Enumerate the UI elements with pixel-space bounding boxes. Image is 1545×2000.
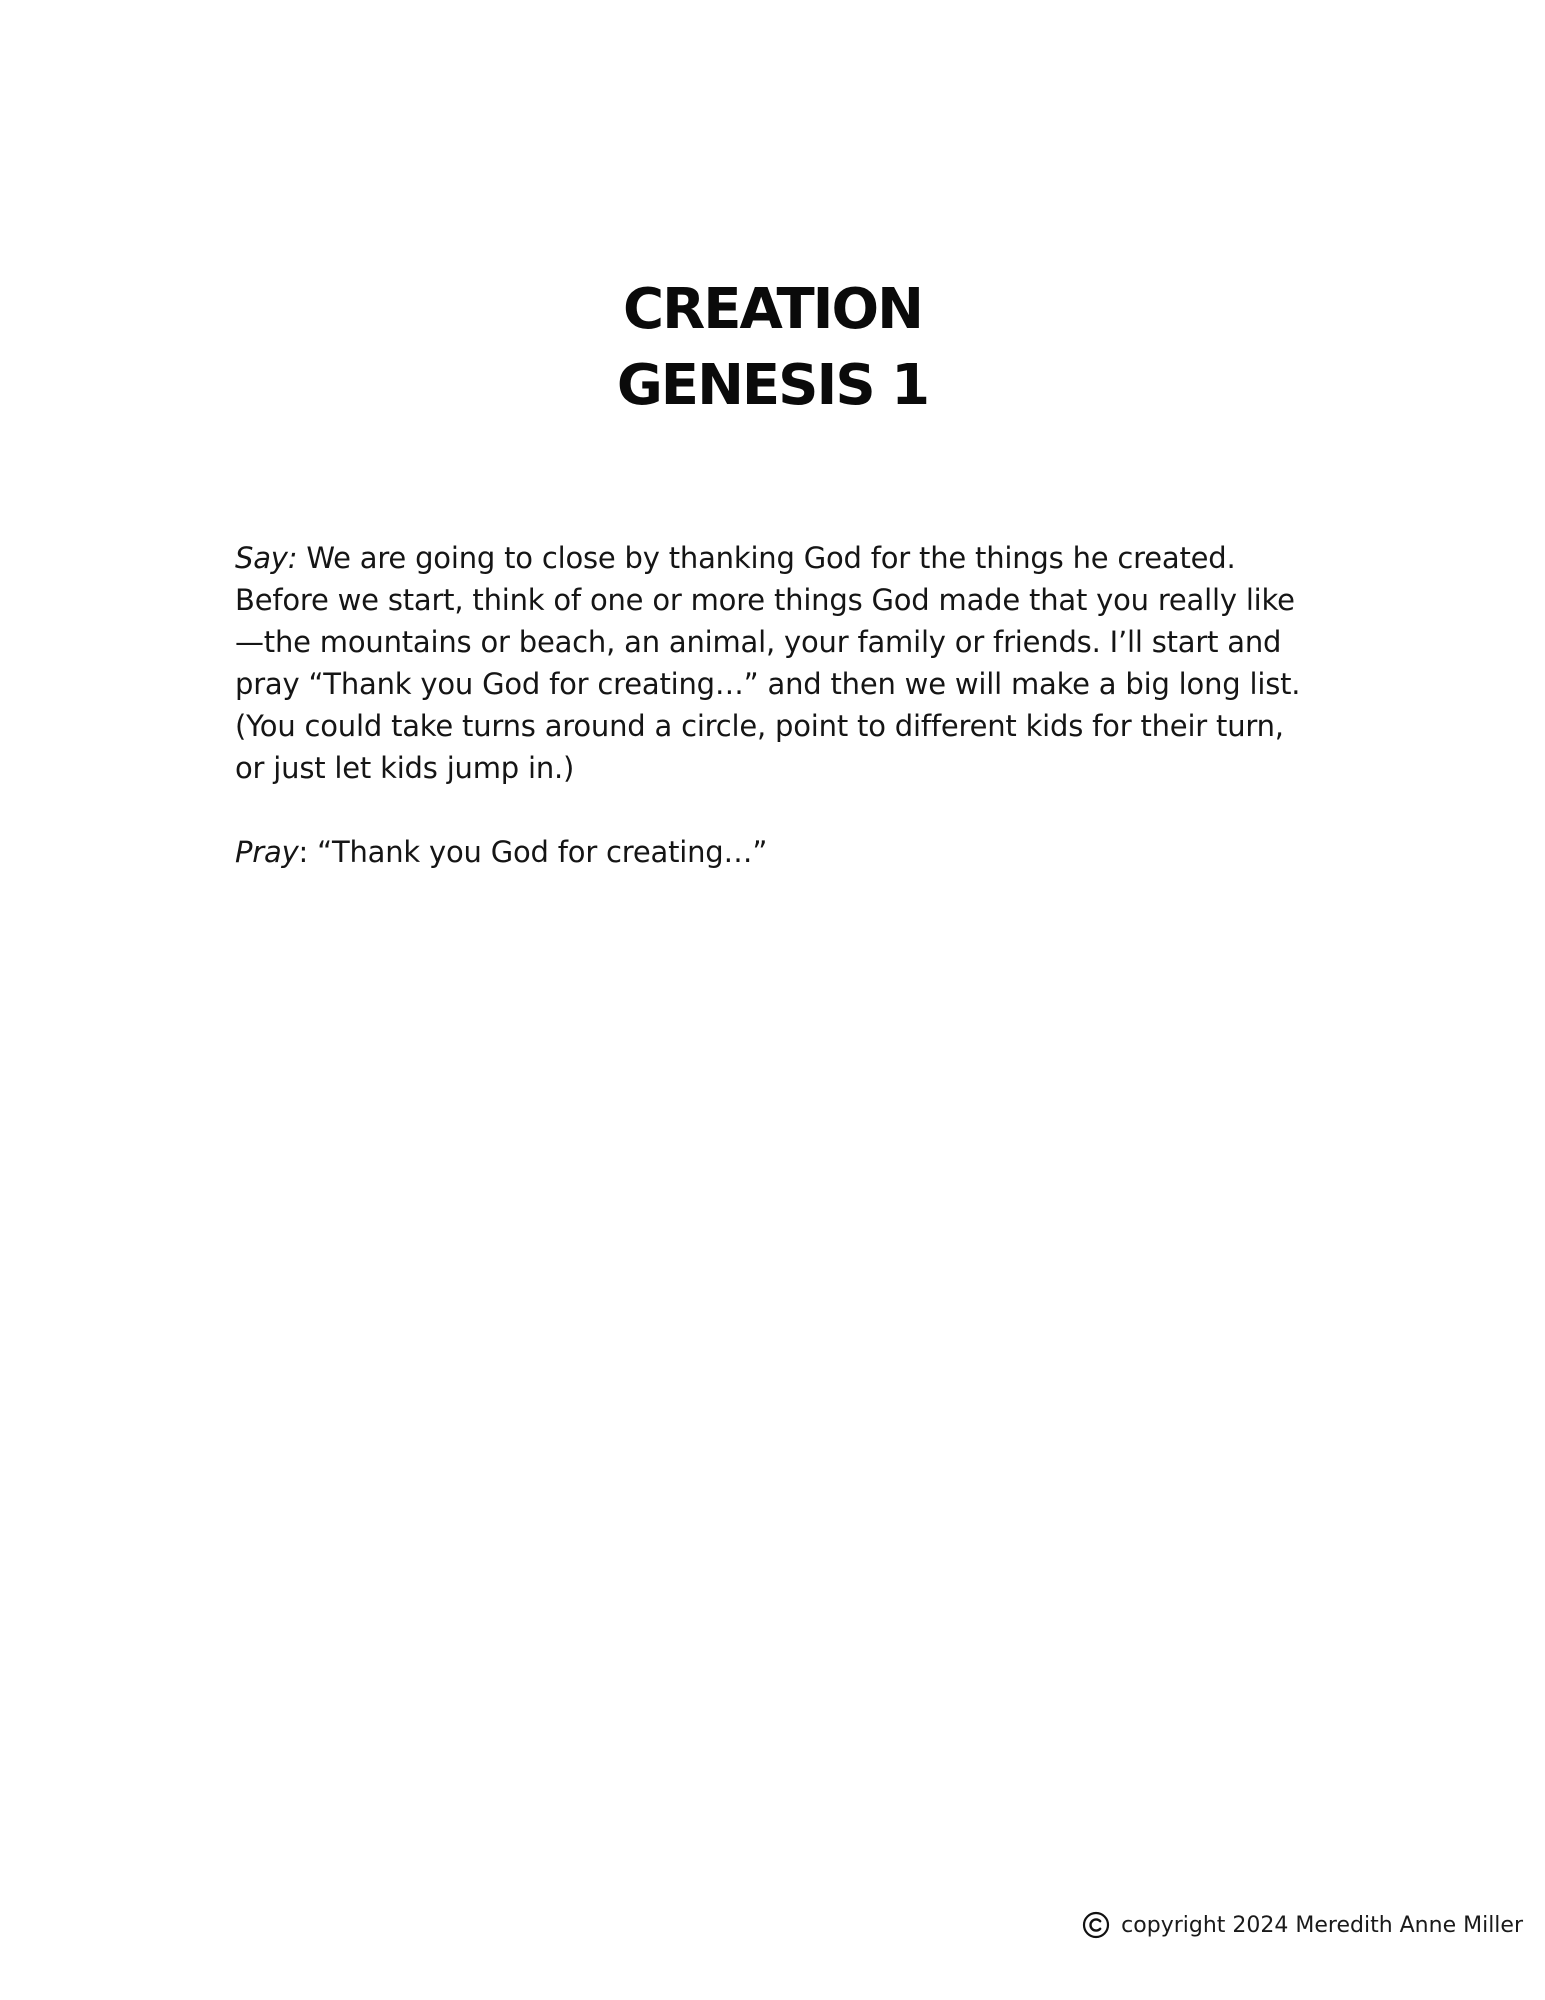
- say-line-1: [235, 537, 1365, 579]
- say-line-5: (You could take turns around a circle, point to different kids for their turn,: [235, 709, 1284, 743]
- say-text-1: We are going to close by thanking God for the things he created.: [306, 541, 1236, 575]
- say-line-3: —the mountains or beach, an animal, your family or friends. I’ll start and: [235, 625, 1282, 659]
- copyright-text: copyright 2024 Meredith Anne Miller: [1121, 1912, 1523, 1938]
- title-line-2: GENESIS 1: [616, 353, 929, 418]
- pray-line: [235, 831, 1365, 873]
- say-line-2: Before we start, think of one or more things God made that you really like: [235, 583, 1295, 617]
- pray-text: : “Thank you God for creating…”: [298, 835, 768, 869]
- say-paragraph: [235, 537, 1365, 789]
- copyright-footer: [1081, 1910, 1523, 1940]
- say-line-6: or just let kids jump in.): [235, 751, 575, 785]
- pray-paragraph: [235, 831, 1365, 873]
- pray-label: Pray: [235, 835, 299, 869]
- say-line-4: pray “Thank you God for creating…” and then we will make a big long list.: [235, 667, 1301, 701]
- lesson-body: [235, 537, 1365, 915]
- page-title: [0, 272, 1545, 424]
- say-label: Say:: [235, 541, 298, 575]
- copyright-icon: [1081, 1910, 1111, 1940]
- title-line-1: CREATION: [623, 277, 922, 342]
